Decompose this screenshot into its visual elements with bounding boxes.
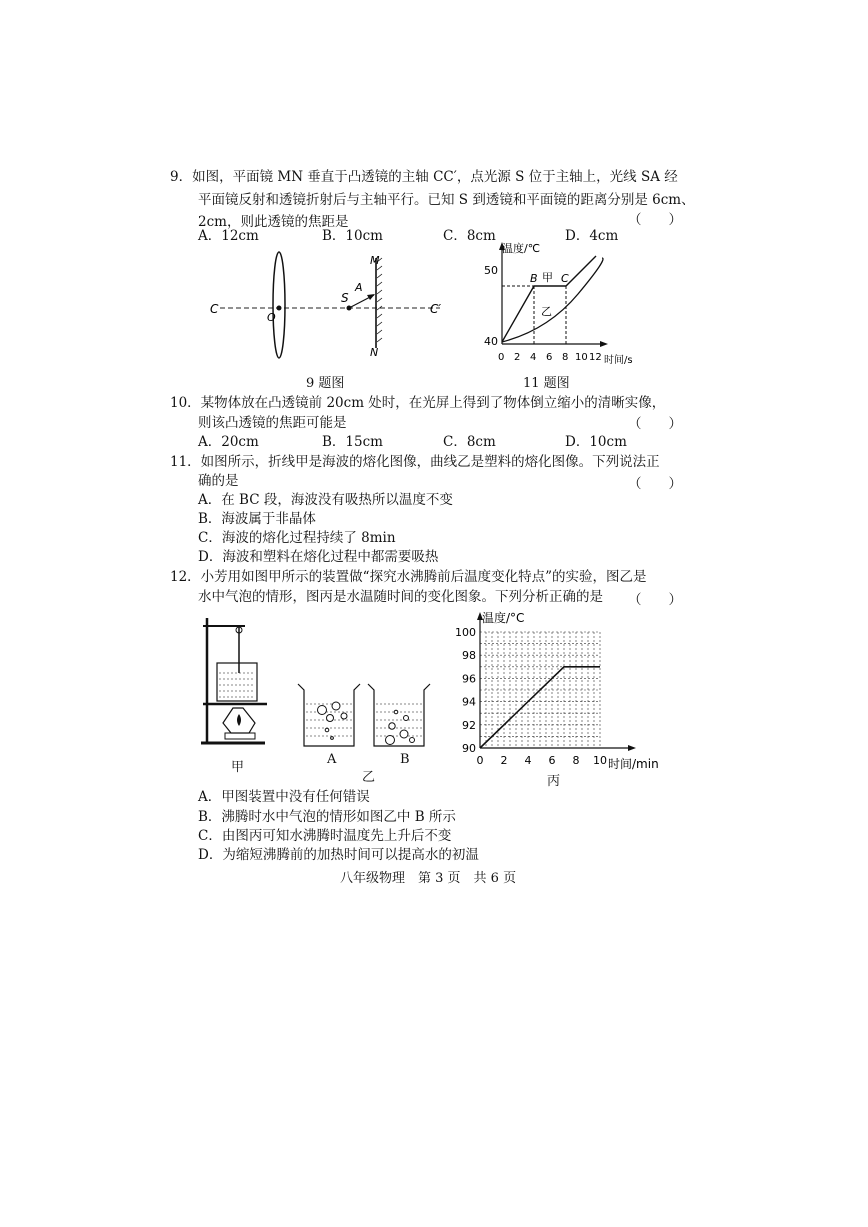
q12-line2: 水中气泡的情形，图丙是水温随时间的变化图象。下列分析正确的是 — [198, 589, 603, 605]
y-tick-label: 92 — [462, 718, 476, 732]
fig11-ytick-50: 50 — [484, 264, 498, 277]
fig11-label-yi: 乙 — [541, 305, 552, 318]
q10-line2: 则该凸透镜的焦距可能是 — [198, 415, 347, 431]
q9-option-d: D．4cm — [565, 228, 619, 244]
x-axis-label: 时间/min — [608, 757, 659, 771]
fig9-label-n: N — [370, 346, 379, 359]
fig11-xtick-10: 10 — [575, 352, 588, 363]
q11-line1: 11．如图所示，折线甲是海波的熔化图像，曲线乙是塑料的熔化图像。下列说法正 — [170, 454, 660, 470]
q10-option-c: C．8cm — [443, 434, 496, 450]
q11-option-a: A．在 BC 段，海波没有吸热所以温度不变 — [198, 492, 453, 508]
q10-line1: 10．某物体放在凸透镜前 20cm 处时，在光屏上得到了物体倒立缩小的清晰实像， — [170, 395, 666, 411]
figure-12-apparatus — [195, 608, 275, 758]
q12-line1: 12．小芳用如图甲所示的装置做“探究水沸腾前后温度变化特点”的实验，图乙是 — [170, 569, 647, 585]
q12-option-b: B．沸腾时水中气泡的情形如图乙中 B 所示 — [198, 809, 456, 825]
x-tick-label: 2 — [500, 754, 508, 767]
q12-option-d: D．为缩短沸腾前的加热时间可以提高水的初温 — [198, 847, 479, 863]
y-axis-label: 温度/°C — [482, 611, 525, 625]
fig11-xlabel: 时间/s — [604, 355, 633, 366]
fig9-label-s: S — [341, 291, 349, 305]
q12-option-a: A．甲图装置中没有任何错误 — [198, 789, 370, 805]
fig12-label-yi: 乙 — [362, 770, 376, 785]
fig11-caption: 11 题图 — [523, 376, 570, 391]
page-footer: 八年级物理 第 3 页 共 6 页 — [340, 871, 517, 886]
fig11-xtick-4: 4 — [530, 352, 537, 363]
figure-9-lens-mirror — [200, 248, 460, 363]
y-tick-label: 94 — [462, 695, 476, 709]
q10-option-d: D．10cm — [565, 434, 627, 450]
fig12-label-bing: 丙 — [547, 774, 561, 789]
q9-option-c: C．8cm — [443, 228, 496, 244]
x-tick-label: 0 — [476, 754, 484, 767]
q11-answer-paren: （ ） — [628, 476, 682, 492]
fig11-label-jia: 甲 — [542, 271, 553, 284]
x-tick-label: 10 — [593, 754, 607, 767]
fig9-label-m: M — [370, 254, 380, 267]
q11-line2: 确的是 — [198, 473, 239, 489]
fig11-ytick-40: 40 — [484, 335, 498, 348]
fig9-caption: 9 题图 — [306, 376, 345, 391]
y-tick-label: 96 — [462, 672, 476, 686]
figure-12-temperature-chart — [448, 608, 678, 778]
q9-answer-paren: （ ） — [628, 212, 682, 228]
fig9-label-c-prime: C′ — [430, 302, 442, 316]
fig11-xtick-0: 0 — [498, 352, 505, 363]
q11-option-b: B．海波属于非晶体 — [198, 511, 316, 527]
q9-line3: 2cm，则此透镜的焦距是 — [198, 214, 349, 230]
q9-line2: 平面镜反射和透镜折射后与主轴平行。已知 S 到透镜和平面镜的距离分别是 6cm、 — [198, 192, 695, 208]
figure-12-beakers — [292, 678, 442, 753]
figure-11-melting-graph — [478, 238, 658, 373]
y-tick-label: 98 — [462, 649, 476, 663]
temperature-line — [480, 667, 600, 748]
y-tick-label: 90 — [462, 742, 476, 755]
q9-option-a: A．12cm — [198, 228, 259, 244]
q9-option-b: B．10cm — [322, 228, 383, 244]
x-tick-label: 8 — [572, 754, 580, 767]
q10-option-b: B．15cm — [322, 434, 383, 450]
q9-line1: 9．如图，平面镜 MN 垂直于凸透镜的主轴 CC′，点光源 S 位于主轴上，光线 SA 经 — [170, 169, 678, 185]
fig9-label-a: A — [355, 281, 363, 294]
y-tick-label: 100 — [455, 626, 476, 639]
q12-answer-paren: （ ） — [628, 592, 682, 608]
q12-option-c: C．由图丙可知水沸腾时温度先上升后不变 — [198, 828, 452, 844]
fig12-label-b: B — [400, 752, 410, 767]
fig11-point-c: C — [561, 272, 569, 285]
fig11-ylabel: 温度/℃ — [502, 242, 541, 255]
fig11-xtick-12: 12 — [589, 352, 602, 363]
fig11-xtick-6: 6 — [546, 352, 553, 363]
q10-option-a: A．20cm — [198, 434, 259, 450]
x-tick-label: 6 — [548, 754, 556, 767]
fig11-xtick-2: 2 — [514, 352, 521, 363]
q10-answer-paren: （ ） — [628, 416, 682, 432]
q11-option-d: D．海波和塑料在熔化过程中都需要吸热 — [198, 549, 439, 565]
fig12-label-a: A — [327, 752, 337, 767]
fig9-label-o: O — [267, 311, 276, 324]
q11-option-c: C．海波的熔化过程持续了 8min — [198, 530, 396, 546]
fig9-label-c: C — [210, 302, 219, 316]
fig11-xtick-8: 8 — [562, 352, 569, 363]
x-axis-arrow — [628, 745, 636, 751]
fig12-label-jia: 甲 — [231, 760, 245, 775]
fig11-point-b: B — [530, 272, 538, 285]
x-tick-label: 4 — [524, 754, 532, 767]
